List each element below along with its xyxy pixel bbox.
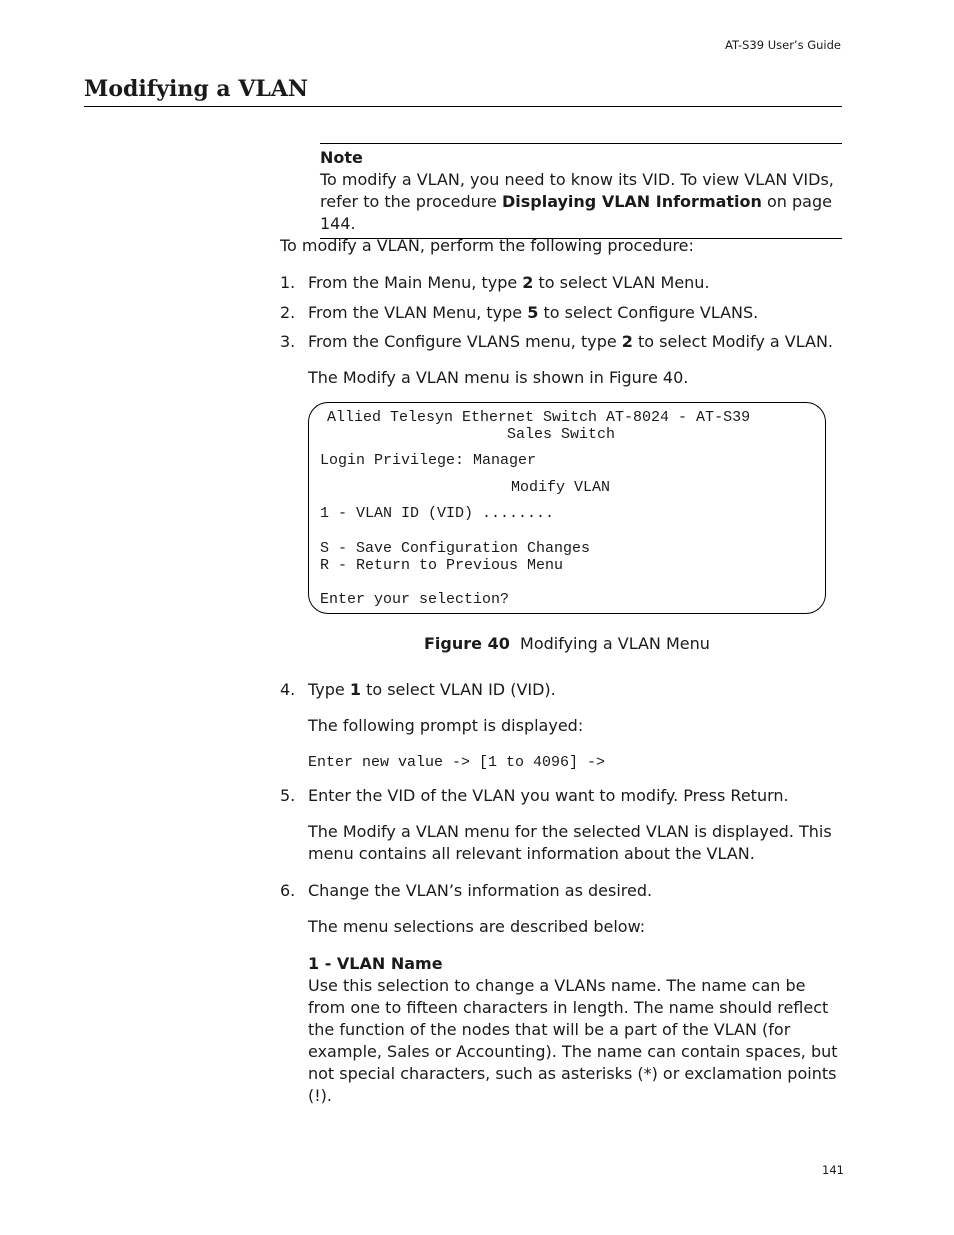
subsection-heading: 1 - VLAN Name	[308, 954, 443, 973]
note-link-text: Displaying VLAN Information	[501, 192, 762, 211]
screen-menu-title: Modify VLAN	[511, 479, 611, 496]
step-2: 2. From the VLAN Menu, type 5 to select Configure VLANS.	[280, 303, 759, 322]
prompt-code: Enter new value -> [1 to 4096] ->	[308, 754, 606, 771]
screen-switch-name: Sales Switch	[507, 426, 616, 443]
step-1: 1. From the Main Menu, type 2 to select VLAN Menu.	[280, 273, 710, 292]
prompt-intro: The following prompt is displayed:	[308, 716, 584, 735]
screen-login: Login Privilege: Manager	[320, 452, 537, 469]
step-6: 6. Change the VLAN’s information as desired.	[280, 881, 653, 900]
terminal-screen	[308, 402, 826, 614]
step-3: 3. From the Configure VLANS menu, type 2 to select Modify a VLAN.	[280, 332, 834, 351]
section-title: Modifying a VLAN	[84, 76, 842, 107]
step-5: 5. Enter the VID of the VLAN you want to modify. Press Return.	[280, 786, 789, 805]
intro-text: To modify a VLAN, perform the following procedure:	[280, 236, 694, 255]
running-header: AT-S39 User’s Guide	[725, 38, 841, 52]
note-label: Note	[320, 148, 363, 167]
screen-title: Allied Telesyn Ethernet Switch AT-8024 - AT-S39	[327, 409, 751, 426]
figure-caption: Figure 40 Modifying a VLAN Menu	[424, 634, 710, 653]
screen-option-vlan-id: 1 - VLAN ID (VID) ........	[320, 505, 555, 522]
screen-option-return: R - Return to Previous Menu	[320, 557, 564, 574]
menu-shown-text: The Modify a VLAN menu is shown in Figure 40.	[308, 368, 689, 387]
note-box	[320, 143, 842, 239]
screen-prompt: Enter your selection?	[320, 591, 510, 608]
screen-option-save: S - Save Configuration Changes	[320, 540, 591, 557]
note-text: To modify a VLAN, you need to know its VID. To view VLAN VIDs, refer to the procedure Displaying VLAN Information on page 144.	[320, 170, 834, 233]
step-4: 4. Type 1 to select VLAN ID (VID).	[280, 680, 556, 699]
page-number: 141	[822, 1163, 844, 1177]
subsection-body: Use this selection to change a VLANs name. The name can be from one to fifteen characters in length. The name should reflect the function of the nodes that will be a part of the VLAN (for example, Sales or Accounting). The name can contain spaces, but not special characters, such as asterisks (*) or exclamation points (!).	[308, 976, 838, 1105]
selections-intro: The menu selections are described below:	[308, 917, 646, 936]
after-step5-text: The Modify a VLAN menu for the selected VLAN is displayed. This menu contains all relevant information about the VLAN.	[308, 822, 832, 863]
